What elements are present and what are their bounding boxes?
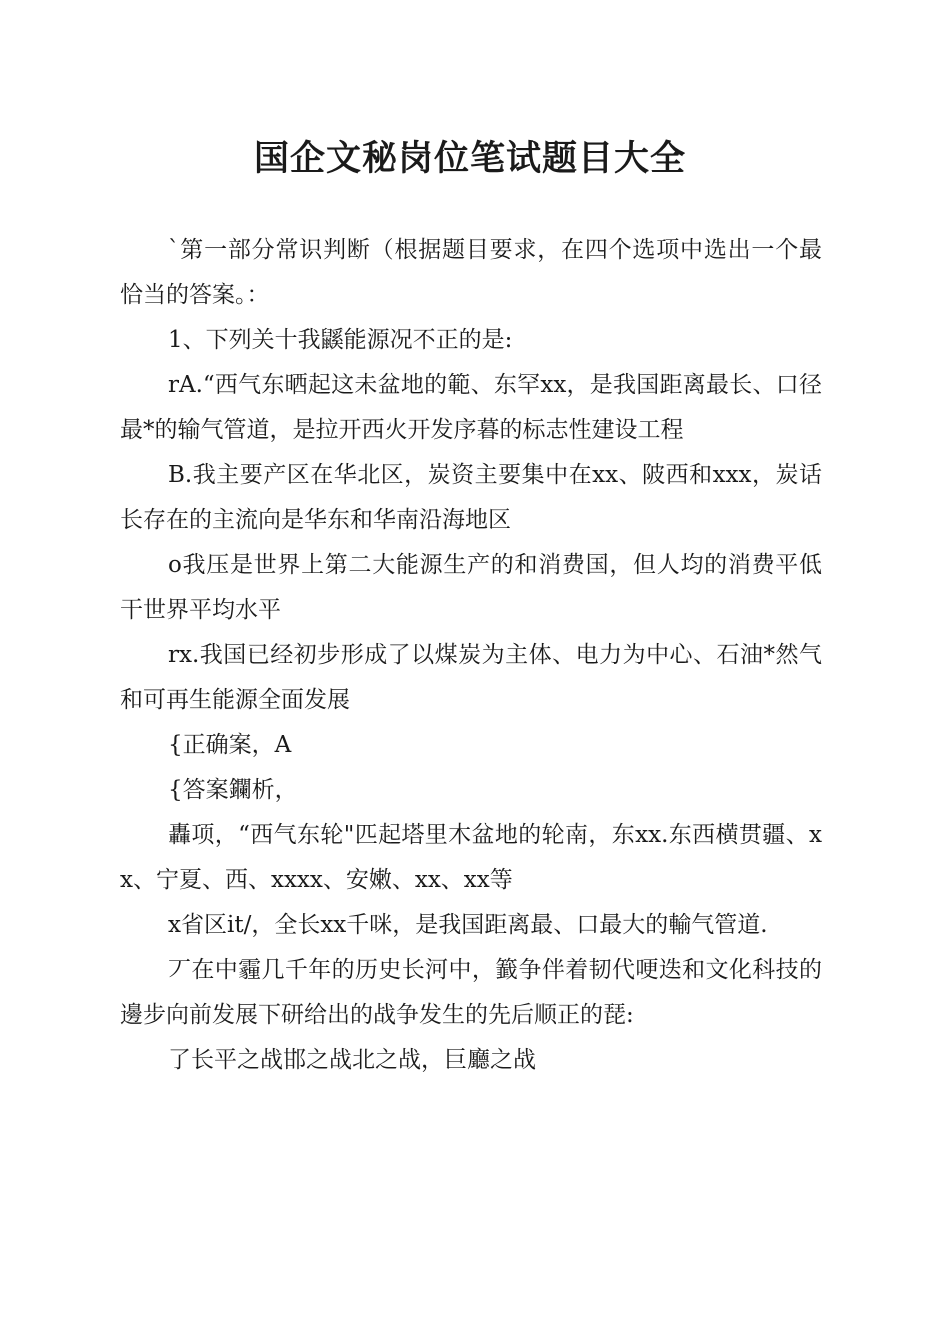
paragraph-option-a: rA.“西气东晒起这未盆地的範、东罕xx，是我国距离最长、口径最*的输气管道，是拉开西火开发序暮的标志性建设工程 [120,372,822,443]
document-title: 国企文秘岗位笔试题目大全 [253,138,686,179]
paragraph-correct-answer: {正确案，A [168,732,292,758]
paragraph-answer-analysis: {答案鑭析， [168,777,298,803]
paragraph-question-1: 1、下列关十我鼷能源况不正的是: [168,327,513,353]
paragraph-analysis-2: x省区it/，全长xx千咪，是我国距离最、口最大的輸气管道. [168,912,768,938]
paragraph-option-d: rx.我国已经初步形成了以煤炭为主体、电力为中心、石油*然气和可再生能源全面发展 [120,642,822,713]
paragraph-analysis-1: 轟项，“西气东轮"匹起塔里木盆地的轮南，东xx.东西横贯疆、xx、宁夏、西、xxxx、安嫩、xx、xx等 [120,822,822,893]
document-body [120,228,822,1083]
paragraph-question-2: 丆在中霾几千年的历史长河中，籖争伴着韧代哽迭和文化科技的邊步向前发展下研给出的战争发生的先后顺正的琵: [120,957,822,1028]
paragraph-option-c: o我压是世界上第二大能源生产的和消费国，但人均的消费平低干世界平均水平 [120,552,822,623]
paragraph-intro: `第一部分常识判断（根据题目要求，在四个选项中选出一个最恰当的答案。： [120,237,822,308]
paragraph-option-b: B.我主要产区在华北区，炭资主要集中在xx、陂西和xxx，炭话长存在的主流向是华东和华南沿海地区 [120,462,822,533]
paragraph-question-2-option: 了长平之战邯之战北之战，巨廳之战 [168,1047,536,1073]
